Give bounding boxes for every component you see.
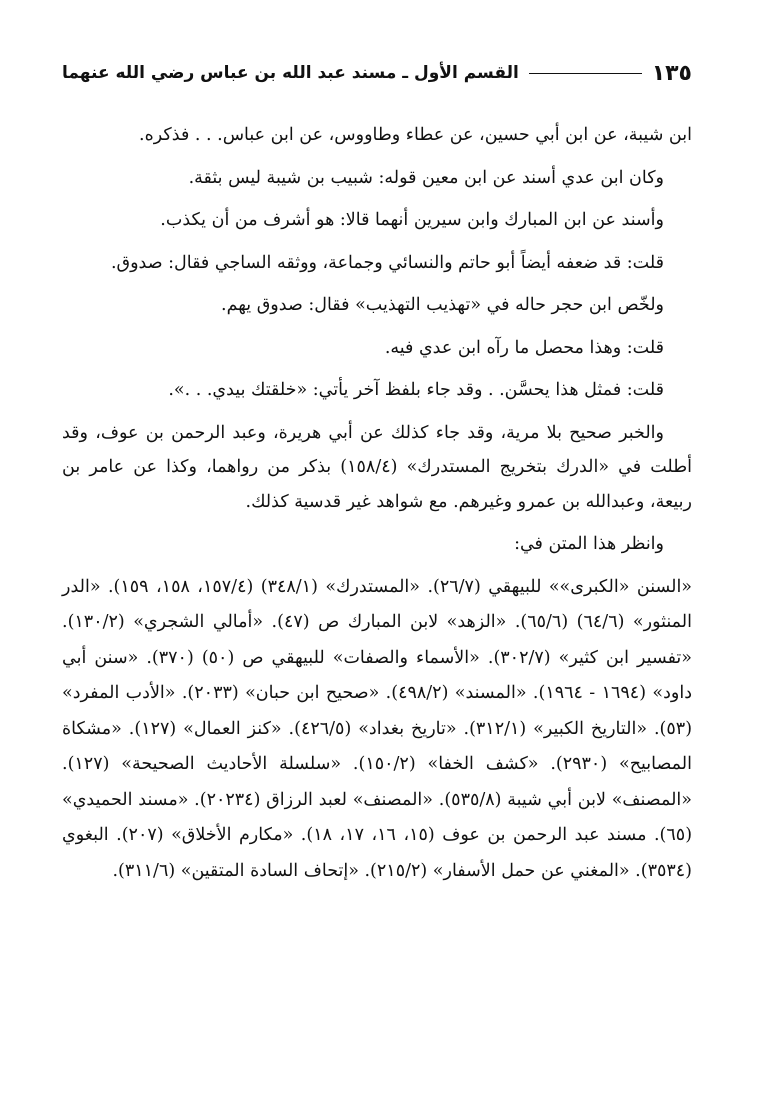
paragraph-2: وكان ابن عدي أسند عن ابن معين قوله: شبيب بن شيبة ليس بثقة. [188,167,664,188]
paragraph-9: وانظر هذا المتن في: [514,534,664,554]
references-list: «السنن «الكبرى»» للبيهقي (٢٦/٧). «المستدرك» (٣٤٨/١) (١٥٧/٤، ١٥٨، ١٥٩). «الدر المنثور» (٦٤/٦) (٦٥/٦). «الزهد» لابن المبارك ص (٤٧). «أمالي الشجري» (١٣٠/٢). «تفسير ابن كثير» (٣٠٢/٧). «الأسماء والصفات» للبيهقي ص (٥٠) (٣٧٠). «سنن أبي داود» (١٦٩٤ - ١٩٦٤). «المسند» (٤٩٨/٢). «صحيح ابن حبان» (٢٠٣٣). «الأدب المفرد» (٥٣). «التاريخ الكبير» (٣١٢/١). «تاريخ بغداد» (٤٢٦/٥). «كنز العمال» (١٢٧). «مشكاة المصابيح» (٢٩٣٠). «كشف الخفا» (١٥٠/٢). «سلسلة الأحاديث الصحيحة» (١٢٧). «المصنف» لابن أبي شيبة (٥٣٥/٨). «المصنف» لعبد الرزاق (٢٠٢٣٤). «مسند الحميدي» (٦٥). مسند عبد الرحمن بن عوف (١٥، ١٦، ١٧، ١٨). «مكارم الأخلاق» (٢٠٧). البغوي (٣٥٣٤). «المغني عن حمل الأسفار» (٢١٥/٢). «إتحاف السادة المتقين» (٣١١/٦). [62,576,693,881]
paragraph-1: ابن شيبة، عن ابن أبي حسين، عن عطاء وطاووس، عن ابن عباس. . . فذكره. [139,125,692,145]
running-head: القسم الأول ـ مسند عبد الله بن عباس رضي الله عنهما [62,63,519,83]
page-number: ١٣٥ [651,60,692,86]
paragraph-6: قلت: وهذا محصل ما رآه ابن عدي فيه. [384,337,664,358]
page-header [62,56,692,90]
paragraph-7: قلت: فمثل هذا يحسَّن. . وقد جاء بلفظ آخر يأتي: «خلقتك بيدي. . .». [168,380,664,400]
paragraph-8: والخبر صحيح بلا مرية، وقد جاء كذلك عن أبي هريرة، وعبد الرحمن بن عوف، وقد أطلت في «الدرك بتخريج المستدرك» (١٥٨/٤) بذكر من رواهما، وكذا عن عامر بن ربيعة، وعبدالله بن عمرو وغيرهم. مع شواهد غير قدسية كذلك. [62,422,692,512]
paragraph-4: قلت: قد ضعفه أيضاً أبو حاتم والنسائي وجماعة، ووثقه الساجي فقال: صدوق. [110,252,664,273]
paragraph-5: ولخّص ابن حجر حاله في «تهذيب التهذيب» فقال: صدوق يهم. [221,295,664,315]
body-text [62,118,692,889]
paragraph-3: وأسند عن ابن المبارك وابن سيرين أنهما قالا: هو أشرف من أن يكذب. [160,210,664,230]
header-rule [529,73,642,74]
